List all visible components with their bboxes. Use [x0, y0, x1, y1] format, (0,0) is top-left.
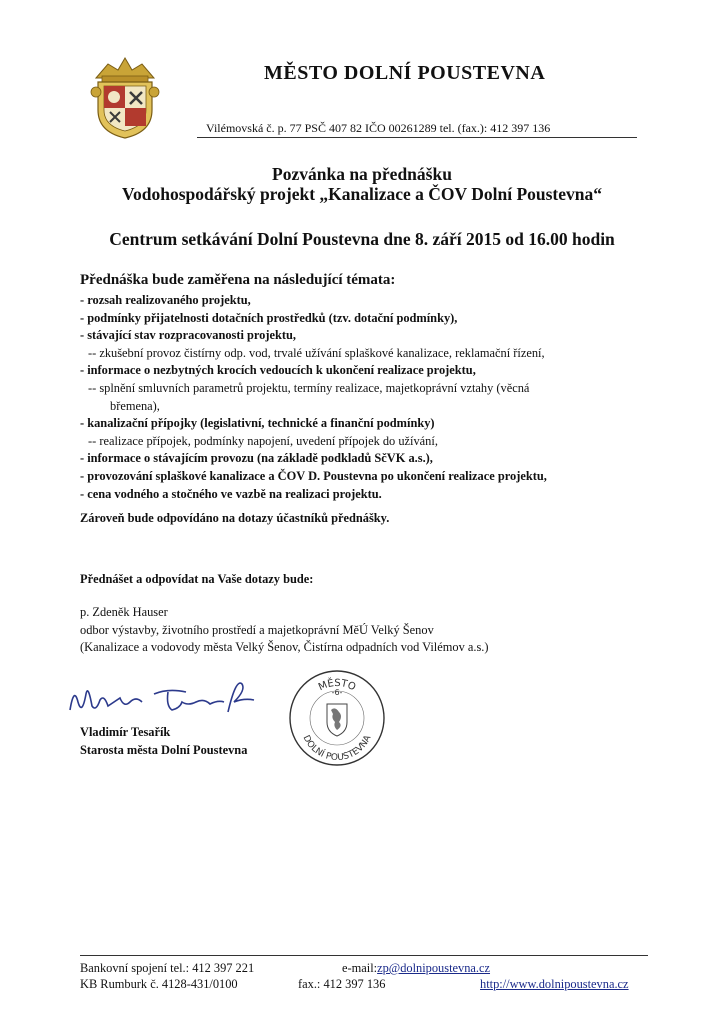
- signer-name: Vladimír Tesařík: [80, 725, 171, 739]
- footer-divider: [80, 955, 648, 956]
- venue-date-line: Centrum setkávání Dolní Poustevna dne 8. září 2015 od 16.00 hodin: [109, 229, 615, 249]
- speaker-intro: Přednášet a odpovídat na Vaše dotazy bude:: [80, 572, 314, 586]
- topic-item: - stávající stav rozpracovanosti projektu,: [80, 328, 297, 343]
- topic-item: - informace o stávajícím provozu (na základě podkladů SčVK a.s.),: [80, 451, 433, 466]
- signer-block: [80, 724, 247, 759]
- topics-heading: Přednáška bude zaměřena na následující témata:: [80, 272, 396, 288]
- footer-bank-phone: Bankovní spojení tel.: 412 397 221: [80, 961, 255, 975]
- speaker-department: odbor výstavby, životního prostředí a majetkoprávní MěÚ Velký Šenov: [80, 622, 434, 637]
- header-divider: [197, 137, 637, 138]
- speaker-block: [80, 604, 489, 657]
- footer-email: [342, 961, 490, 976]
- footer-bank-account: KB Rumburk č. 4128-431/0100: [80, 977, 238, 991]
- topic-item: - podmínky přijatelnosti dotačních prostředků (tzv. dotační podmínky),: [80, 310, 458, 325]
- footer-fax: fax.: 412 397 136: [298, 977, 386, 991]
- city-title: MĚSTO DOLNÍ POUSTEVNA: [264, 62, 546, 84]
- qa-note: Zároveň bude odpovídáno na dotazy účastníků přednášky.: [80, 511, 390, 525]
- invitation-title: Pozvánka na přednášku: [272, 164, 452, 184]
- stamp-top-text: MĚSTO: [316, 677, 358, 694]
- website-link[interactable]: http://www.dolnipoustevna.cz: [480, 977, 629, 991]
- topics-list: [80, 292, 660, 503]
- coat-of-arms-icon: [88, 52, 162, 140]
- speaker-affiliation: (Kanalizace a vodovody města Velký Šenov, Čistírna odpadních vod Vilémov a.s.): [80, 640, 489, 654]
- address-line: Vilémovská č. p. 77 PSČ 407 82 IČO 00261289 tel. (fax.): 412 397 136: [206, 121, 551, 135]
- speaker-name: p. Zdeněk Hauser: [80, 605, 168, 619]
- topic-subitem: [80, 380, 660, 415]
- topic-item: - rozsah realizovaného projektu,: [80, 293, 251, 307]
- topic-subitem-continuation: břemena),: [110, 398, 160, 413]
- topic-item: - provozování splaškové kanalizace a ČOV D. Poustevna po ukončení realizace projektu,: [80, 468, 547, 483]
- svg-text:DOLNÍ POUSTEVNA: [301, 733, 374, 763]
- email-label: e-mail:: [342, 961, 378, 975]
- topic-subitem: -- zkušební provoz čistírny odp. vod, trvalé užívání splaškové kanalizace, reklamační řízení,: [88, 345, 545, 360]
- topic-item: - informace o nezbytných krocích vedoucích k ukončení realizace projektu,: [80, 363, 476, 378]
- project-title: Vodohospodářský projekt „Kanalizace a ČOV Dolní Poustevna“: [121, 184, 603, 204]
- official-stamp-icon: [287, 668, 387, 768]
- signer-title: Starosta města Dolní Poustevna: [80, 742, 248, 757]
- topic-subitem-text: -- splnění smluvních parametrů projektu, termíny realizace, majetkoprávní vztahy (věcná: [88, 380, 530, 395]
- stamp-bottom-text: DOLNÍ POUSTEVNA: [300, 733, 374, 764]
- topic-item: - cena vodného a stočného ve vazbě na realizaci projektu.: [80, 486, 382, 501]
- topic-subitem: -- realizace přípojek, podmínky napojení, uvedení přípojek do užívání,: [88, 433, 438, 448]
- signature-icon: [64, 672, 260, 722]
- email-link[interactable]: zp@dolnipoustevna.cz: [377, 961, 491, 975]
- topic-item: - kanalizační přípojky (legislativní, technické a finanční podmínky): [80, 416, 435, 431]
- stamp-number: -6-: [331, 688, 343, 697]
